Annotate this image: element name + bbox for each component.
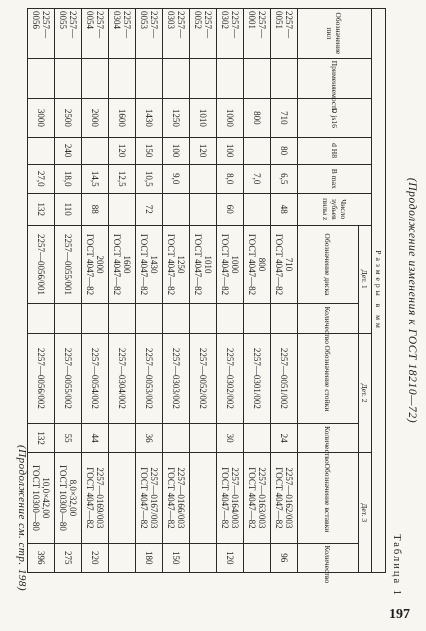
cell-stand: 2257—0051/002: [271, 333, 298, 423]
table-row: [55, 9, 82, 573]
cell-d: 100: [163, 137, 190, 164]
cell-application: [109, 58, 136, 99]
col-stand-qty: Количество: [298, 423, 359, 452]
cell-B: [190, 164, 217, 193]
cell-disk: 2000 ГОСТ 4047—82: [82, 225, 109, 304]
col-D: D js16: [298, 99, 372, 137]
cell-insert: 2257—0166/003 ГОСТ 4047—82: [163, 453, 190, 543]
cell-insert-qty: 180: [136, 543, 163, 572]
cell-insert-qty: [190, 543, 217, 572]
cell-designation: 2257—0304: [109, 9, 136, 59]
cell-d: 120: [109, 137, 136, 164]
cell-d: [82, 137, 109, 164]
cell-disk-qty: [55, 304, 82, 333]
cell-B: 8,0: [217, 164, 244, 193]
cell-d: 240: [55, 137, 82, 164]
cell-stand: 2257—0056/002: [28, 333, 55, 423]
cell-stand: 2257—0303/002: [163, 333, 190, 423]
cell-disk-qty: [217, 304, 244, 333]
cell-application: [217, 58, 244, 99]
cell-stand: 2257—0055/002: [55, 333, 82, 423]
cell-disk-qty: [244, 304, 271, 333]
col-application: Применяемость: [298, 58, 372, 99]
cell-insert-qty: 150: [163, 543, 190, 572]
cell-D: 1600: [109, 99, 136, 137]
cell-disk: 2257—0056/001: [28, 225, 55, 304]
cell-disk-qty: [190, 304, 217, 333]
col-insert-qty: Количество: [298, 543, 359, 572]
cell-stand: 2257—0302/002: [217, 333, 244, 423]
cell-stand: 2257—0054/002: [82, 333, 109, 423]
cell-z: 48: [271, 193, 298, 225]
cell-disk: 710 ГОСТ 4047—82: [271, 225, 298, 304]
cell-stand-qty: [163, 423, 190, 452]
cell-B: 9,0: [163, 164, 190, 193]
cell-d: 80: [271, 137, 298, 164]
cell-z: 110: [55, 193, 82, 225]
cell-disk-qty: [82, 304, 109, 333]
cell-designation: 2257—0303: [163, 9, 190, 59]
cell-insert-qty: 396: [28, 543, 55, 572]
cell-stand-qty: [109, 423, 136, 452]
cell-disk-qty: [109, 304, 136, 333]
cell-application: [190, 58, 217, 99]
cell-insert-qty: 96: [271, 543, 298, 572]
cell-d: 100: [217, 137, 244, 164]
units-banner: Размеры в мм: [372, 9, 386, 573]
cell-stand-qty: 30: [217, 423, 244, 452]
cell-insert: 2257—0167/003 ГОСТ 4047—82: [136, 453, 163, 543]
cell-stand-qty: 55: [55, 423, 82, 452]
cell-D: 1010: [190, 99, 217, 137]
cell-disk: 800 ГОСТ 4047—82: [244, 225, 271, 304]
cell-z: [109, 193, 136, 225]
cell-insert: 2257—0162/003 ГОСТ 4047—82: [271, 453, 298, 543]
cell-stand-qty: 132: [28, 423, 55, 452]
col-B: B max: [298, 164, 372, 193]
cell-z: [244, 193, 271, 225]
cell-d: [244, 137, 271, 164]
table-row: [244, 9, 271, 573]
cell-disk-qty: [136, 304, 163, 333]
cell-z: 88: [82, 193, 109, 225]
col-d: d H8: [298, 137, 372, 164]
cell-stand: 2257—0052/002: [190, 333, 217, 423]
table-row: [271, 9, 298, 573]
table-row: [28, 9, 55, 573]
cell-insert: 2257—0169/003 ГОСТ 4047—82: [82, 453, 109, 543]
cell-designation: 2257—0056: [28, 9, 55, 59]
cell-stand-qty: [190, 423, 217, 452]
cell-application: [271, 58, 298, 99]
table-row: [217, 9, 244, 573]
cell-d: 120: [190, 137, 217, 164]
col-z: Число зубьев пилы z: [298, 193, 372, 225]
cell-insert-qty: 120: [217, 543, 244, 572]
cell-disk: 2257—0055/001: [55, 225, 82, 304]
cell-z: [163, 193, 190, 225]
cell-insert-qty: [109, 543, 136, 572]
cell-disk-qty: [28, 304, 55, 333]
cell-application: [244, 58, 271, 99]
dimensions-table: [27, 8, 386, 584]
cell-insert: 2257—0163/003 ГОСТ 4047—82: [244, 453, 271, 543]
col-disk-qty: Количество: [298, 304, 359, 333]
cell-D: 1000: [217, 99, 244, 137]
col-disk-designation: Обозначение диска: [298, 225, 359, 304]
cell-B: 18,0: [55, 164, 82, 193]
cell-B: 12,5: [109, 164, 136, 193]
cell-stand: 2257—0304/002: [109, 333, 136, 423]
cell-disk-qty: [271, 304, 298, 333]
cell-insert: 10,0×42,00 ГОСТ 10300—80: [28, 453, 55, 543]
cell-B: 6,5: [271, 164, 298, 193]
cell-B: 7,0: [244, 164, 271, 193]
continued-note: (Продолжение см. стр. 198): [16, 445, 28, 591]
cell-application: [28, 58, 55, 99]
col-part1: Дет. 1: [359, 225, 372, 333]
cell-insert-qty: [244, 543, 271, 572]
cell-z: [190, 193, 217, 225]
running-head: (Продолжение изменения к ГОСТ 18210—72): [406, 177, 418, 424]
col-insert-designation: Обозначение вставки: [298, 453, 359, 543]
cell-application: [136, 58, 163, 99]
cell-disk-qty: [163, 304, 190, 333]
cell-B: 14,5: [82, 164, 109, 193]
table-row: [163, 9, 190, 573]
cell-stand-qty: 36: [136, 423, 163, 452]
cell-designation: 2257—0055: [55, 9, 82, 59]
cell-insert: [190, 453, 217, 543]
table-row: [109, 9, 136, 573]
cell-designation: 2257—0051: [271, 9, 298, 59]
col-part3: Дет. 3: [359, 453, 372, 573]
cell-stand-qty: 44: [82, 423, 109, 452]
table-row: [190, 9, 217, 573]
col-part2: Дет. 2: [359, 333, 372, 453]
cell-B: 10,5: [136, 164, 163, 193]
cell-D: 1430: [136, 99, 163, 137]
cell-D: 1250: [163, 99, 190, 137]
cell-stand: 2257—0053/002: [136, 333, 163, 423]
cell-D: 710: [271, 99, 298, 137]
cell-D: 3000: [28, 99, 55, 137]
cell-z: 60: [217, 193, 244, 225]
table-row: [82, 9, 109, 573]
col-designation: Обозначение пил: [298, 9, 372, 59]
cell-designation: 2257—0053: [136, 9, 163, 59]
cell-disk: 1600 ГОСТ 4047—82: [109, 225, 136, 304]
cell-B: 27,0: [28, 164, 55, 193]
cell-D: 2500: [55, 99, 82, 137]
cell-application: [163, 58, 190, 99]
cell-disk: 1000 ГОСТ 4047—82: [217, 225, 244, 304]
cell-insert: 2257—0164/003 ГОСТ 4047—82: [217, 453, 244, 543]
table-number: Таблица 1: [391, 534, 402, 597]
cell-application: [55, 58, 82, 99]
cell-stand-qty: [244, 423, 271, 452]
cell-insert: 8,0×32,00 ГОСТ 10300—80: [55, 453, 82, 543]
cell-application: [82, 58, 109, 99]
col-stand-designation: Обозначение стойки: [298, 333, 359, 423]
cell-d: [28, 137, 55, 164]
cell-designation: 2257—0054: [82, 9, 109, 59]
cell-stand: 2257—0301/002: [244, 333, 271, 423]
cell-d: 150: [136, 137, 163, 164]
cell-insert-qty: 220: [82, 543, 109, 572]
cell-insert: [109, 453, 136, 543]
cell-disk: 1010 ГОСТ 4047—82: [190, 225, 217, 304]
cell-designation: 2257—0001: [244, 9, 271, 59]
cell-designation: 2257—0302: [217, 9, 244, 59]
cell-insert-qty: 275: [55, 543, 82, 572]
cell-disk: 1430 ГОСТ 4047—82: [136, 225, 163, 304]
cell-stand-qty: 24: [271, 423, 298, 452]
page-number: 197: [389, 607, 410, 622]
cell-D: 800: [244, 99, 271, 137]
cell-D: 2000: [82, 99, 109, 137]
cell-z: 72: [136, 193, 163, 225]
cell-disk: 1250 ГОСТ 4047—82: [163, 225, 190, 304]
table-row: [136, 9, 163, 573]
cell-z: 132: [28, 193, 55, 225]
cell-designation: 2257—0052: [190, 9, 217, 59]
